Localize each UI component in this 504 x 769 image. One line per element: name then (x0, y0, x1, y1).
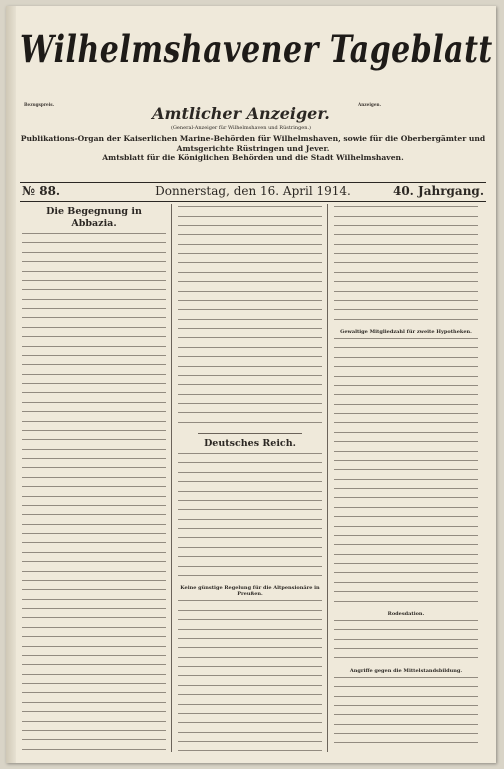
subscription-label: Bezugspreis. (24, 102, 55, 107)
newspaper-page (6, 6, 496, 763)
article-subheading: Gewaltige Mitgliedzahl für zweite Hypotheken. (340, 328, 472, 335)
article-text-block (178, 453, 322, 582)
column-3 (334, 204, 478, 752)
subscription-box (24, 102, 124, 107)
article-text-block (22, 233, 166, 752)
masthead-title: Wilhelmshavener Tageblatt (20, 28, 493, 72)
volume-year: 40. Jahrgang. (392, 184, 484, 198)
subtitle-sub: (General-Anzeiger für Wilhelmshaven und Rüstringen.) (170, 125, 311, 131)
article-text-block (334, 677, 478, 752)
organ-line-2: Amtsblatt für die Königlichen Behörden und die Stadt Wilhelmshaven. (102, 153, 404, 162)
page-gutter (6, 6, 16, 763)
article-text-block (334, 620, 478, 665)
section-heading: Deutsches Reich. (204, 438, 296, 449)
issue-number: № 88. (22, 184, 61, 198)
article-subheading: Angriffe gegen die Mittelstandsbildung. (349, 667, 463, 674)
article-subheading: Rodesdation. (387, 610, 425, 617)
subtitle-main: Amtlicher Anzeiger. (152, 104, 330, 123)
article-text-block (178, 600, 322, 752)
article-text-block (178, 206, 322, 429)
rule-top (20, 182, 486, 183)
column-divider (327, 204, 328, 752)
article-text-block (334, 206, 478, 326)
publication-organ (20, 134, 486, 163)
column-divider (171, 204, 172, 752)
column-2 (178, 204, 322, 752)
article-subheading: Keine günstige Regelung für die Altpensionäre in Preußen. (180, 585, 320, 598)
separator (198, 433, 302, 434)
advertisement-label: Anzeigen. (358, 102, 382, 107)
issue-date: Donnerstag, den 16. April 1914. (155, 184, 351, 198)
rule-bottom (20, 201, 486, 202)
dateline (20, 184, 486, 200)
column-1 (22, 204, 166, 752)
article-text-block (334, 338, 478, 608)
advertisement-box (358, 102, 486, 107)
article-heading: Die Begegnung in Abbazia. (46, 206, 142, 229)
organ-line-1: Publikations-Organ der Kaiserlichen Marine-Behörden für Wilhelmshaven, sowie für die Oberbergämter und Amtsgerichte Rüstringen und Jever. (20, 134, 486, 153)
